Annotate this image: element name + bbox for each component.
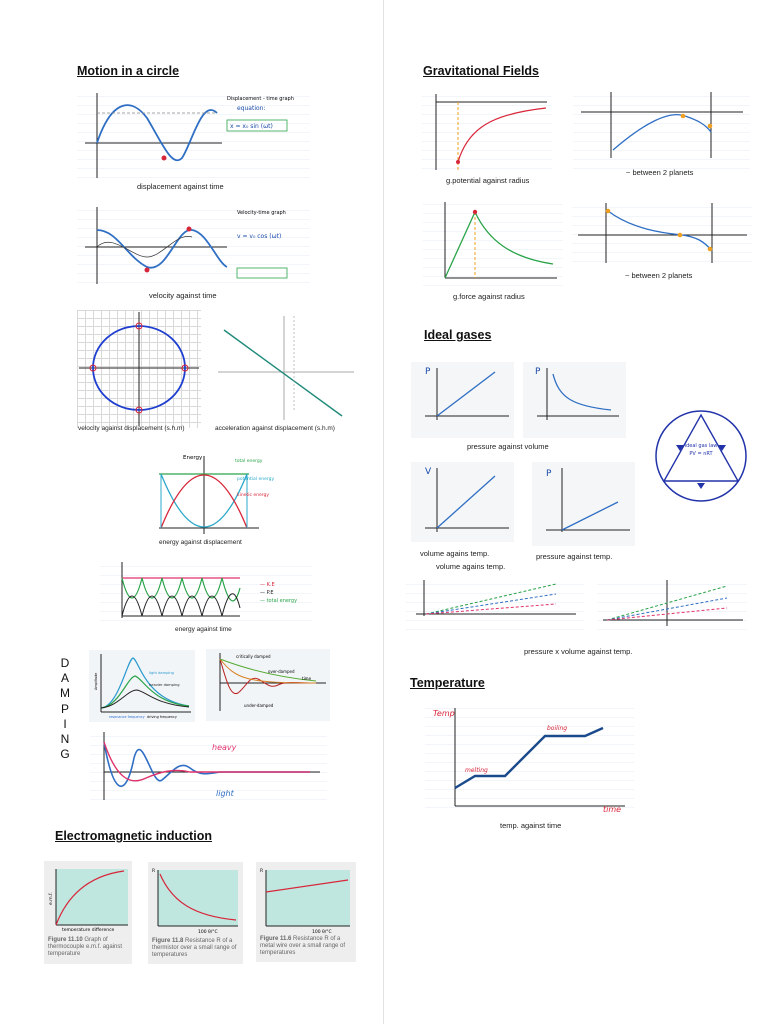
pressure-volume-linear-graph <box>411 362 514 438</box>
damp1-amplitude-label: Amplitude <box>94 672 98 690</box>
temp-ylabel: Temp <box>433 709 455 718</box>
caption-pv-temp: pressure x volume against temp. <box>524 647 633 656</box>
g-force-radius-graph <box>423 196 563 288</box>
caption-pressure-volume: pressure against volume <box>467 442 549 451</box>
energy-time-graph <box>100 558 312 624</box>
damp3-heavy-label: heavy <box>212 743 237 752</box>
heading-temperature: Temperature <box>410 676 485 690</box>
gas-law-equation: PV = nRT <box>689 451 713 457</box>
velocity-time-graph <box>77 202 310 288</box>
gas-law-title: Ideal gas law <box>684 443 718 449</box>
em2-xlabel: 100 θ/°C <box>198 930 218 934</box>
energy-ylabel: Energy <box>183 455 203 461</box>
damp1-driving-label: driving frequency <box>147 715 177 719</box>
em-figure-metal-wire: 100 θ/°C R Figure 11.6 Resistance R of a metal wire over a small range of temperatures <box>256 862 356 962</box>
disp-graph-title: Displacement - time graph <box>227 96 294 102</box>
caption-temp-time: temp. against time <box>500 821 562 830</box>
damp2-under-label: under-damped <box>244 703 274 708</box>
displacement-time-graph <box>77 88 310 183</box>
damp1-res-label: resonance frequency <box>109 715 145 719</box>
ideal-gas-law-triangle <box>654 409 748 503</box>
em1-xlabel: temperature difference <box>62 928 115 931</box>
velocity-displacement-graph <box>77 310 201 428</box>
column-divider <box>383 0 384 1024</box>
heading-ideal-gases: Ideal gases <box>424 328 492 342</box>
damping-vertical-label: D A M P I N G <box>60 656 70 762</box>
temp-boiling-label: boiling <box>547 725 568 732</box>
caption-g-potential: g.potential against radius <box>446 176 530 185</box>
energy-displacement-graph <box>139 450 276 538</box>
heavy-light-damping-graph <box>90 728 327 803</box>
svg-text:— P.E: — P.E <box>260 590 274 596</box>
vel-graph-title: Velocity-time graph <box>237 210 286 216</box>
caption-volume-temp-2: volume agains temp. <box>436 562 506 571</box>
caption-between-planets-2: ~ between 2 planets <box>625 271 693 280</box>
em3-ylabel: R <box>260 869 264 874</box>
energy-total-label: total energy <box>235 459 263 464</box>
damp2-time-label: time <box>302 676 312 681</box>
g-potential-radius-graph <box>422 88 552 174</box>
acceleration-displacement-graph <box>214 312 357 424</box>
em2-ylabel: R <box>152 869 156 874</box>
force-between-planets-graph <box>572 199 752 269</box>
caption-between-planets-1: ~ between 2 planets <box>626 168 694 177</box>
caption-g-force: g.force against radius <box>453 292 525 301</box>
svg-text:— total energy: — total energy <box>260 598 298 604</box>
damp1-heavy-label: heavier damping <box>149 683 180 687</box>
damping-types-graph <box>206 649 330 721</box>
damp2-over-label: over-damped <box>268 669 295 674</box>
svg-text:P: P <box>535 367 541 377</box>
heading-gravitational-fields: Gravitational Fields <box>423 64 540 78</box>
caption-acceleration-displacement: acceleration against displacement (s.h.m) <box>215 425 335 432</box>
disp-graph-equation: x = x₀ sin (ωt) <box>230 123 273 130</box>
heading-electromagnetic-induction: Electromagnetic induction <box>55 829 212 843</box>
temp-xlabel: time <box>603 805 622 814</box>
heading-motion-in-a-circle: Motion in a circle <box>77 64 180 78</box>
svg-text:V: V <box>425 467 432 477</box>
damp3-light-label: light <box>216 789 234 798</box>
energy-kinetic-label: kinetic energy <box>237 493 270 498</box>
temp-melting-label: melting <box>465 767 488 774</box>
svg-text:equation:: equation: <box>237 105 266 112</box>
energy-potential-label: potential energy <box>237 477 275 482</box>
svg-text:P: P <box>546 469 552 479</box>
caption-velocity-displacement: velocity against displacement (s.h.m) <box>78 425 185 432</box>
em1-ylabel: e.m.f. <box>49 892 54 905</box>
pv-temperature-graph-absolute <box>597 576 747 638</box>
caption-pressure-temp: pressure against temp. <box>536 552 613 561</box>
pressure-temperature-graph <box>532 462 635 546</box>
pressure-volume-inverse-graph <box>523 362 626 438</box>
damp1-light-label: light damping <box>149 671 174 675</box>
caption-energy-time: energy against time <box>175 626 232 633</box>
damp2-crit-label: critically damped <box>236 654 271 659</box>
pv-temperature-graph-celsius <box>406 576 584 636</box>
caption-volume-temp-1: volume agains temp. <box>420 549 490 558</box>
potential-between-planets-graph <box>573 88 750 170</box>
em3-xlabel: 100 θ/°C <box>312 930 332 934</box>
resonance-damping-graph <box>89 650 195 722</box>
svg-text:P: P <box>425 367 431 377</box>
em-figure-thermistor: 100 θ/°C R Figure 11.8 Resistance R of a thermistor over a small range of temperatures <box>148 862 243 964</box>
volume-temperature-graph <box>411 462 514 542</box>
vel-graph-equation: v = v₀ cos (ωt) <box>237 233 282 240</box>
temperature-time-graph <box>425 700 634 816</box>
caption-velocity-time: velocity against time <box>149 291 217 300</box>
caption-displacement-time: displacement against time <box>137 182 224 191</box>
caption-energy-displacement: energy against displacement <box>159 539 242 546</box>
em-figure-thermocouple: temperature difference e.m.f. Figure 11.10 Graph of thermocouple e.m.f. against temperature <box>44 861 132 964</box>
svg-text:— K.E: — K.E <box>260 582 275 588</box>
